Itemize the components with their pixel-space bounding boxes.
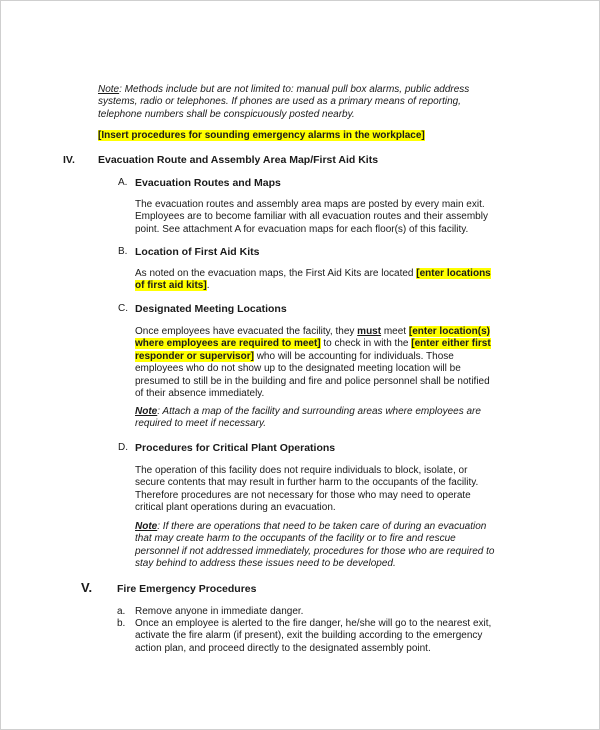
section-v-number: V. — [81, 580, 93, 595]
section-iv-title: Evacuation Route and Assembly Area Map/First Aid Kits — [98, 154, 379, 166]
subsection-b-title: Location of First Aid Kits — [135, 246, 260, 258]
subsection-a-title: Evacuation Routes and Maps — [135, 177, 281, 189]
list-item-b-text: Once an employee is alerted to the fire danger, he/she will go to the nearest exit, activate the fire alarm (if present), exit the building according to the emergency action plan, and proceed directly to the designated assembly point. — [135, 618, 492, 654]
subsection-c-letter: C. — [118, 303, 128, 314]
subsection-d-note: Note: If there are operations that need to be taken care of during an evacuation that may create harm to the occupants of the facility or to fire and rescue personnel if not addressed immediately, procedures for those who are required to stay behind to address these issues need to be developed. — [135, 521, 495, 570]
list-item-a-text: Remove anyone in immediate danger. — [135, 606, 304, 617]
subsection-d-letter: D. — [118, 442, 128, 453]
subsection-c-note: Note: Attach a map of the facility and surrounding areas where employees are required to meet if necessary. — [135, 406, 481, 430]
subsection-b-body: As noted on the evacuation maps, the First Aid Kits are located [enter locations of first aid kits]. — [135, 268, 491, 292]
subsection-a-letter: A. — [118, 177, 128, 188]
methods-note: Note: Methods include but are not limited to: manual pull box alarms, public address systems, radio or telephones. If phones are used as a primary means of reporting, telephone numbers shall be conspicuously posted nearby. — [98, 84, 470, 120]
subsection-b-letter: B. — [118, 246, 128, 257]
subsection-d-title: Procedures for Critical Plant Operations — [135, 442, 336, 454]
subsection-c-body: Once employees have evacuated the facility, they must meet [enter location(s) where employees are required to meet] to check in with the [enter either first responder or supervisor] who will be accounting for individuals. Those employees who do not show up to the designated meeting location will be presumed to still be in the building and fire and police personnel shall be notified of their absence immediately. — [135, 326, 491, 400]
subsection-d-body: The operation of this facility does not require individuals to block, isolate, or secure contents that may result in further harm to the occupants of the facility. Therefore procedures are not necessary for those who may need to operate critical plant operations during an evacuation. — [135, 465, 479, 514]
subsection-a-body: The evacuation routes and assembly area maps are posted by every main exit. Employees are to become familiar with all evacuation routes and their assembly point. See attachment A for evacuation maps for each floor(s) of this facility. — [135, 199, 488, 235]
subsection-c-title: Designated Meeting Locations — [135, 303, 287, 315]
note-label: Note — [98, 84, 120, 95]
insert-procedures-placeholder: [Insert procedures for sounding emergency alarms in the workplace] — [98, 130, 425, 141]
section-iv-number: IV. — [63, 154, 75, 166]
list-item-b-letter: b. — [117, 618, 126, 629]
list-item-a-letter: a. — [117, 606, 126, 617]
section-v-title: Fire Emergency Procedures — [117, 583, 257, 595]
